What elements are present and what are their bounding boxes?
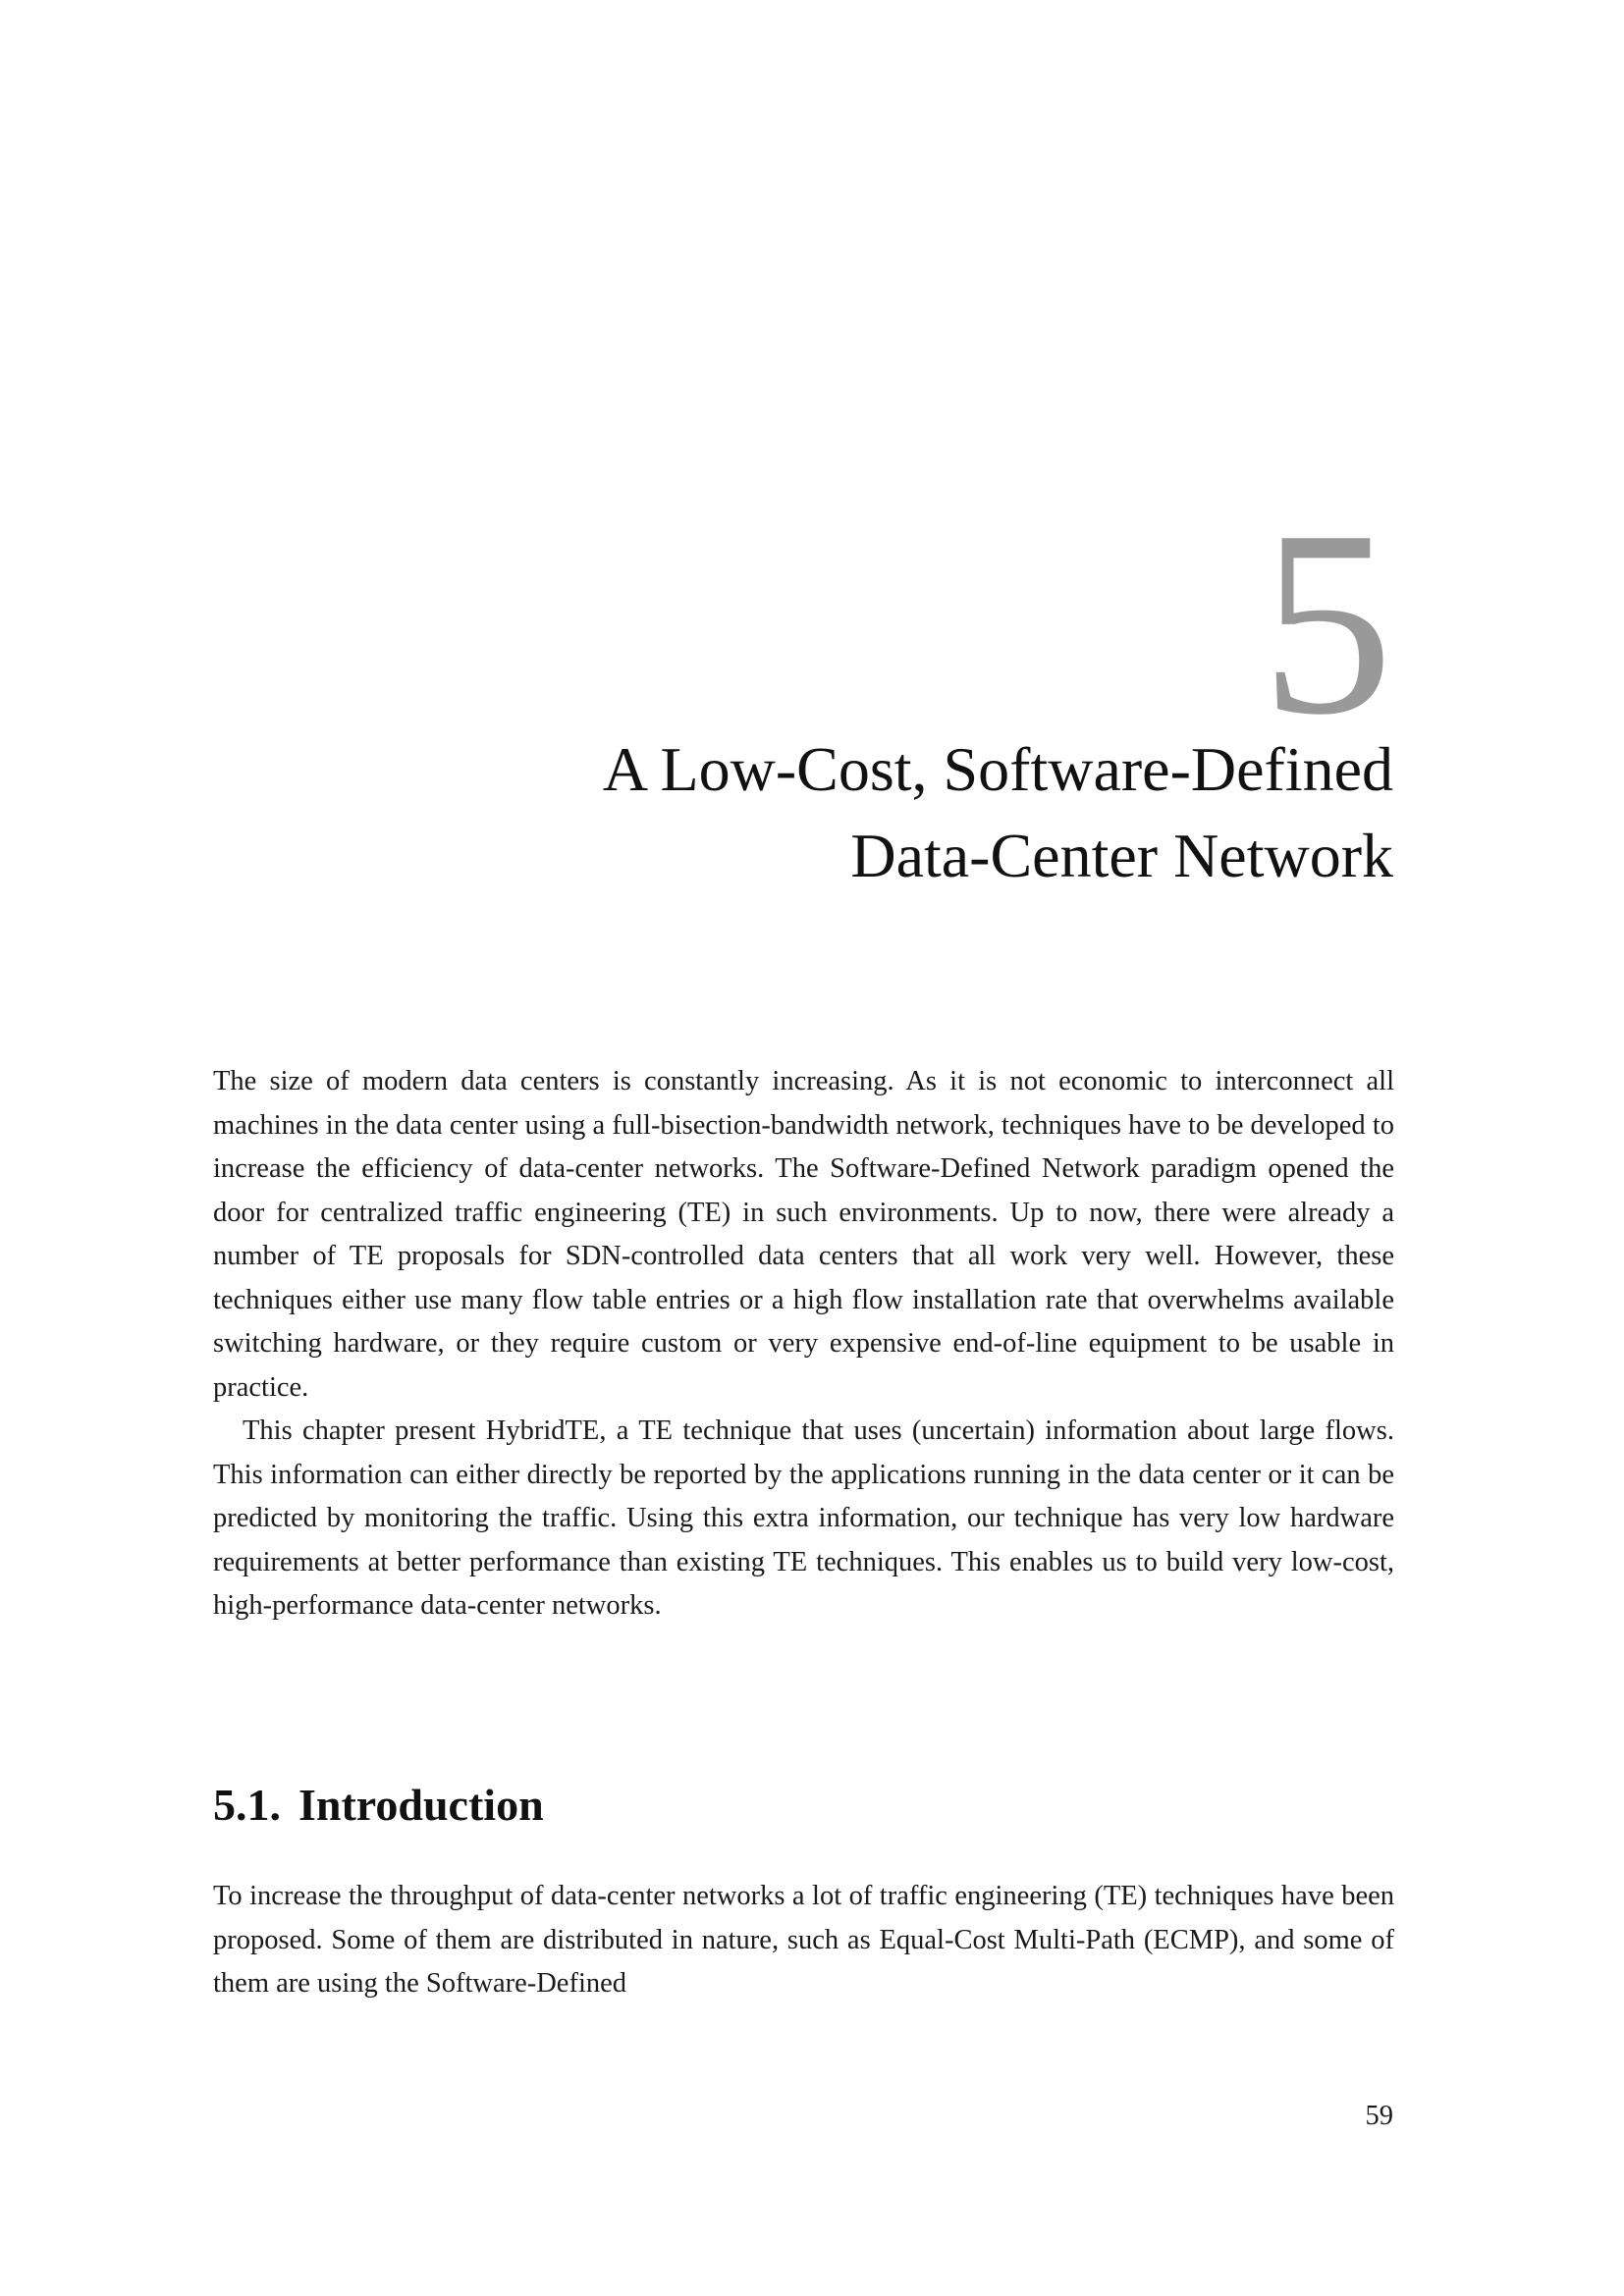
chapter-abstract <box>213 1060 1394 1629</box>
page-number: 59 <box>1365 2101 1393 2131</box>
chapter-title-line-2: Data-Center Network <box>850 821 1393 890</box>
section-title: Introduction <box>298 1780 544 1830</box>
section-heading <box>213 1779 544 1831</box>
chapter-title-line-1: A Low-Cost, Software-Defined <box>602 734 1393 804</box>
introduction-paragraph-1: To increase the throughput of data-center networks a lot of traffic engineering (TE) techniques have been proposed. Some of them are distributed in nature, such as Equal-Cost Multi-Path (ECMP), and some of them are using the Software-Defined <box>213 1881 1394 1999</box>
section-number: 5.1. <box>213 1780 281 1830</box>
chapter-number: 5 <box>1261 476 1393 770</box>
chapter-title <box>215 726 1393 899</box>
abstract-paragraph-2: This chapter present HybridTE, a TE technique that uses (uncertain) information about large flows. This information can either directly be reported by the applications running in the data center or it can be predicted by monitoring the traffic. Using this extra information, our technique has very low hardware requirements at better performance than existing TE techniques. This enables us to build very low-cost, high-performance data-center networks. <box>213 1415 1394 1621</box>
abstract-paragraph-1: The size of modern data centers is constantly increasing. As it is not economic to interconnect all machines in the data center using a full-bisection-bandwidth network, techniques have to be developed to increase the efficiency of data-center networks. The Software-Defined Network paradigm opened the door for centralized traffic engineering (TE) in such environments. Up to now, there were already a number of TE proposals for SDN-controlled data centers that all work very well. However, these techniques either use many flow table entries or a high flow installation rate that overwhelms available switching hardware, or they require custom or very expensive end-of-line equipment to be usable in practice. <box>213 1066 1394 1403</box>
